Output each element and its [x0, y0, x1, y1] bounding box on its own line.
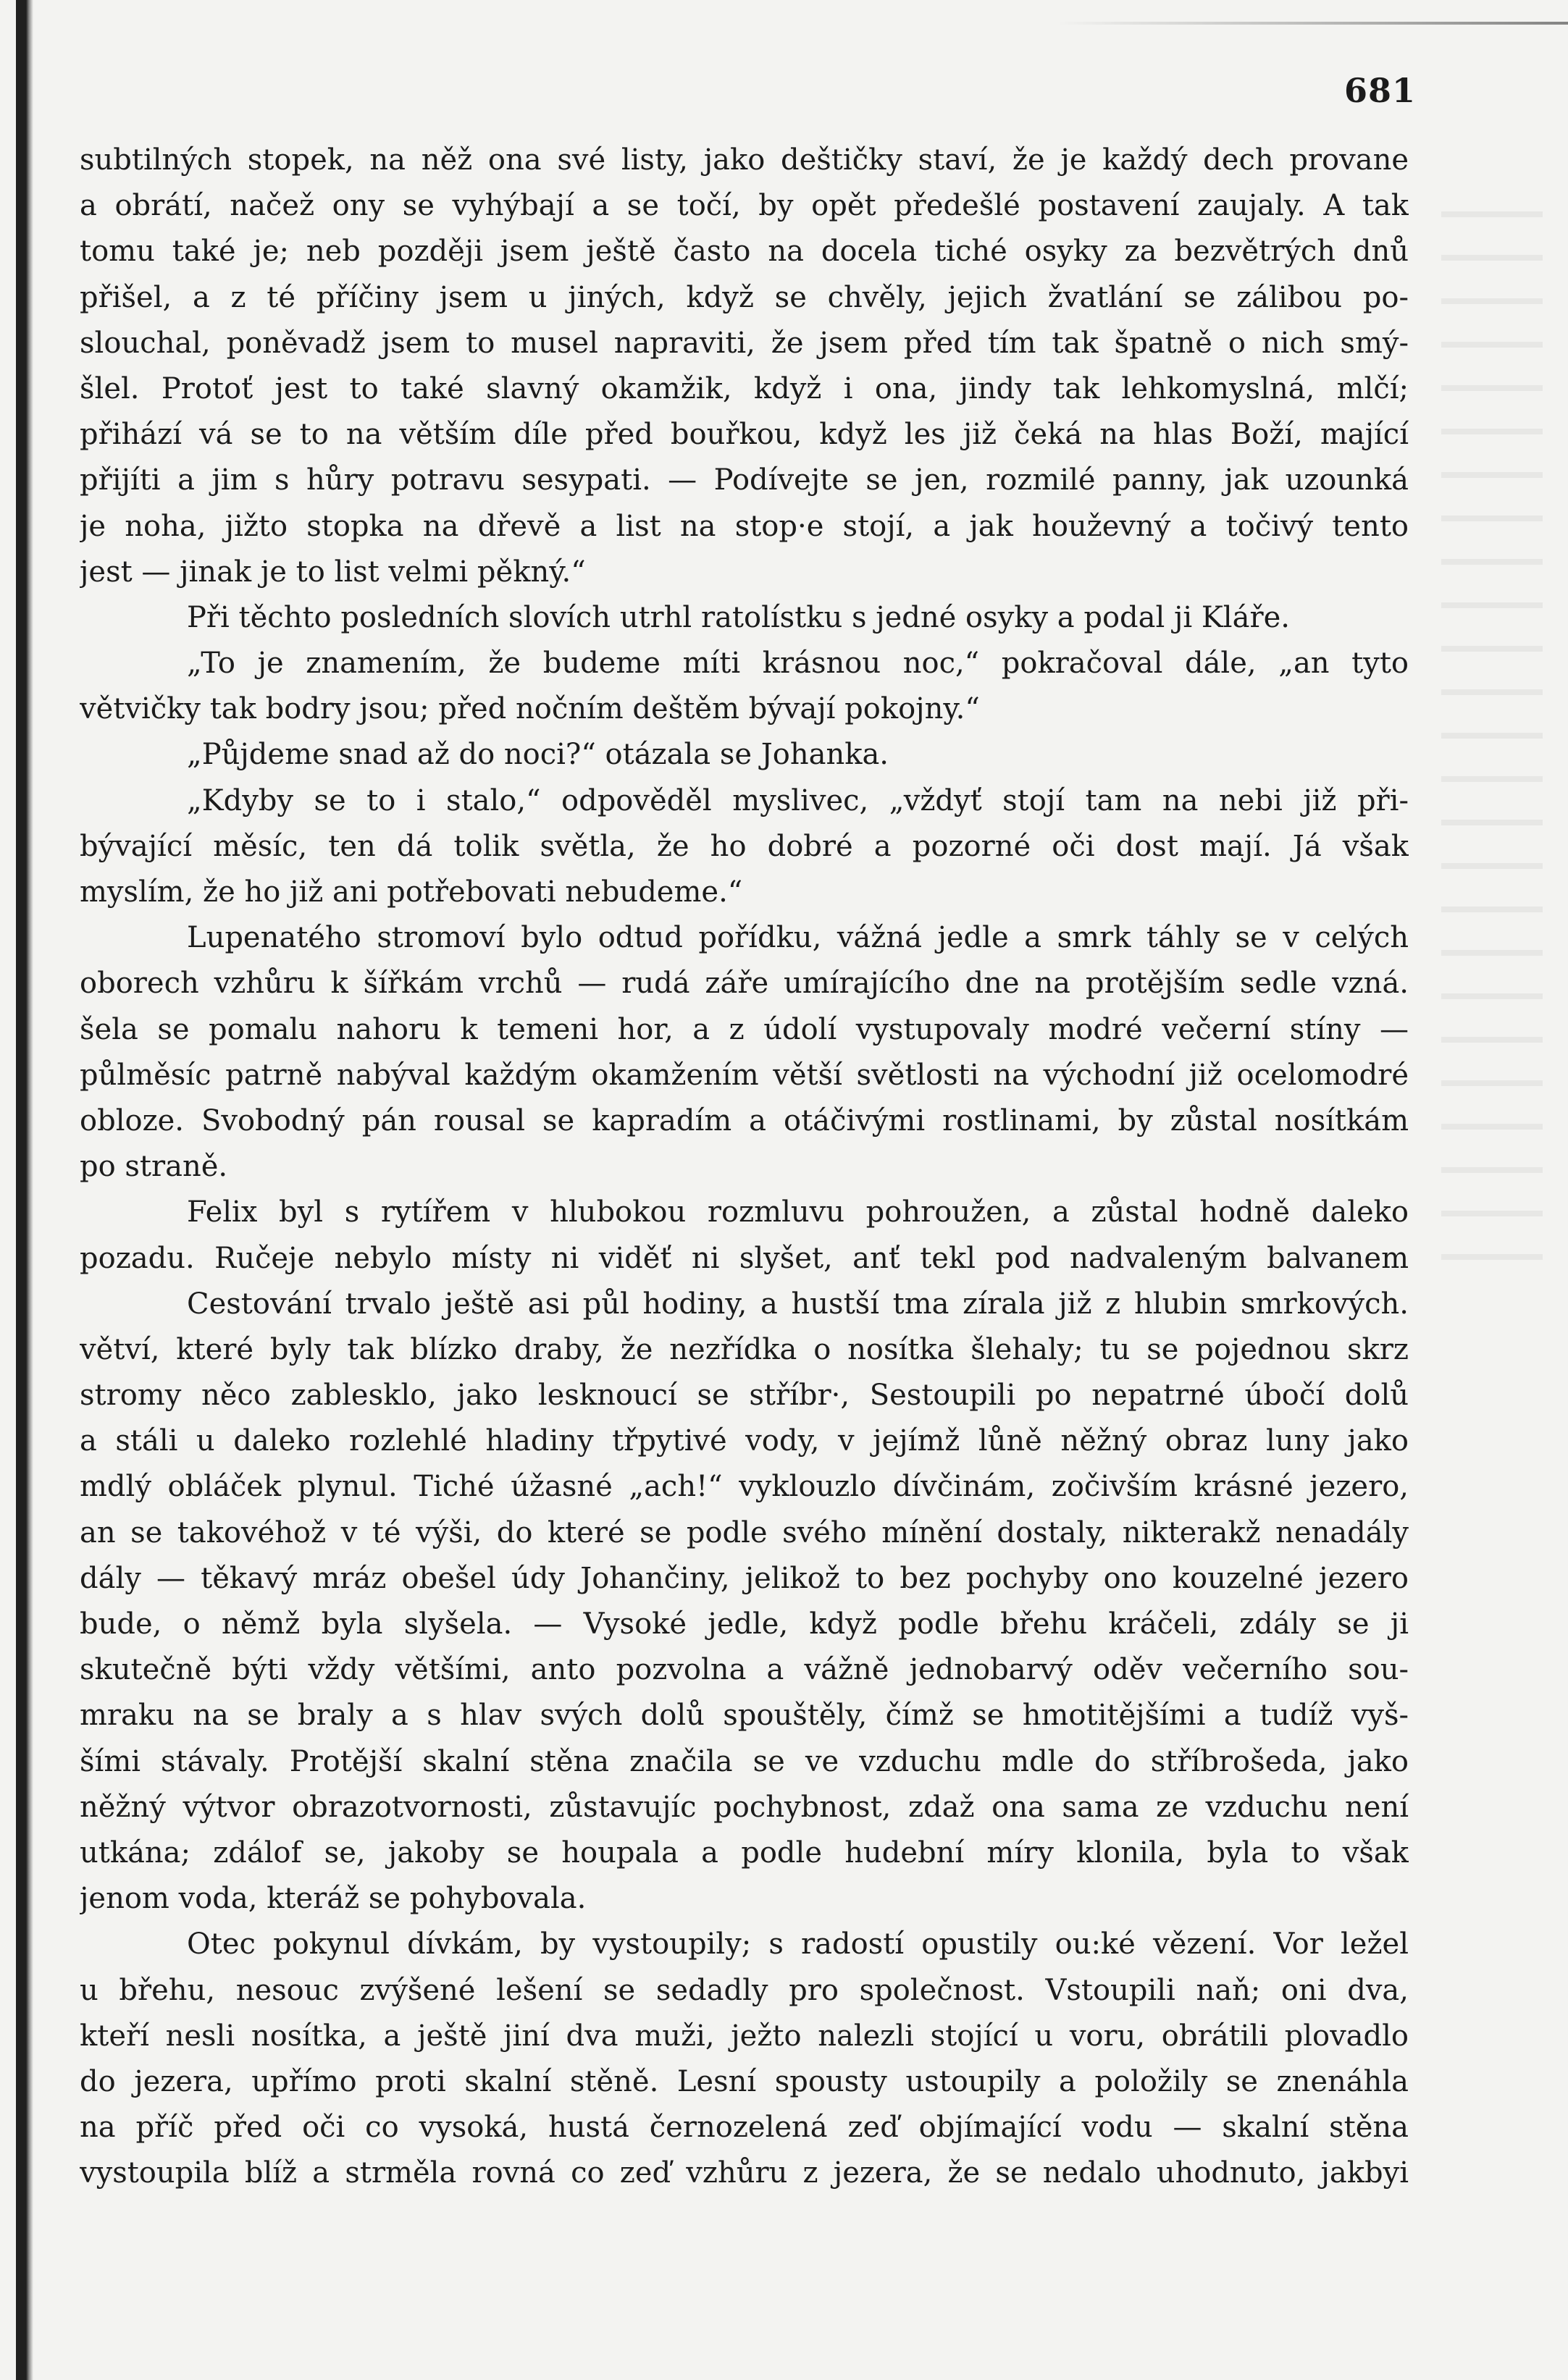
text-line: Felix byl s rytířem v hlubokou rozmluvu pohroužen, a zůstal hodně daleko [187, 1195, 1409, 1229]
text-line: skutečně býti vždy většími, anto pozvolna a vážně jednobarvý oděv večerního sou- [80, 1653, 1409, 1687]
text-line: mdlý obláček plynul. Tiché úžasné „ach!“ vyklouzlo dívčinám, zočivším krásné jezero, [80, 1470, 1409, 1504]
text-line: obloze. Svobodný pán rousal se kapradím a otáčivými rostlinami, by zůstal nosítkám [80, 1103, 1409, 1138]
text-line: stromy něco zablesklo, jako lesknoucí se stříbr·, Sestoupili po nepatrné úbočí dolů [80, 1379, 1409, 1413]
text-line: Při těchto posledních slovích utrhl ratolístku s jedné osyky a podal ji Kláře. [187, 600, 1290, 634]
text-line: oborech vzhůru k šířkám vrchů — rudá záře umírajícího dne na protějším sedle vzná. [80, 967, 1409, 1001]
text-line: u břehu, nesouc zvýšené lešení se sedadly pro společnost. Vstoupili naň; oni dva, [80, 1973, 1409, 2007]
text-line: Lupenatého stromoví bylo odtud pořídku, vážná jedle a smrk táhly se v celých [187, 921, 1409, 955]
text-line: tomu také je; neb později jsem ještě často na docela tiché osyky za bezvětrých dnů [80, 235, 1409, 269]
text-line: an se takovéhož v té výši, do které se podle svého mínění dostaly, nikterakž nenadály [80, 1515, 1409, 1549]
text-line: a obrátí, načež ony se vyhýbají a se točí, by opět předešlé postavení zaujaly. A tak [80, 189, 1409, 223]
text-line: vystoupila blíž a strměla rovná co zeď vzhůru z jezera, že se nedalo uhodnuto, jakbyi [80, 2156, 1409, 2190]
facing-page-shadow [1441, 174, 1543, 1260]
text-line: bude, o němž byla slyšela. — Vysoké jedle, když podle břehu kráčeli, zdály se ji [80, 1607, 1409, 1641]
text-line: Otec pokynul dívkám, by vystoupily; s radostí opustily ou:ké vězení. Vor ležel [187, 1927, 1409, 1961]
text-line: přišel, a z té příčiny jsem u jiných, když se chvěly, jejich žvatlání se zálibou po- [80, 280, 1409, 314]
text-line: bývající měsíc, ten dá tolik světla, že ho dobré a pozorné oči dost mají. Já však [80, 829, 1409, 863]
text-line: jenom voda, kteráž se pohybovala. [80, 1882, 587, 1916]
text-line: šela se pomalu nahoru k temeni hor, a z údolí vystupovaly modré večerní stíny — [80, 1012, 1409, 1046]
text-line: mraku na se braly a s hlav svých dolů spouštěly, čímž se hmotitějšími a tudíž vyš- [80, 1699, 1409, 1733]
text-line: „Půjdeme snad až do noci?“ otázala se Johanka. [187, 738, 889, 772]
text-line: myslím, že ho již ani potřebovati nebudeme.“ [80, 875, 743, 909]
text-line: na příč před oči co vysoká, hustá černozelená zeď objímající vodu — skalní stěna [80, 2111, 1409, 2145]
text-line: do jezera, upřímo proti skalní stěně. Lesní spousty ustoupily a položily se znenáhla [80, 2064, 1409, 2098]
text-line: šími stávaly. Protější skalní stěna značila se ve vzduchu mdle do stříbrošeda, jako [80, 1744, 1409, 1778]
text-line: přijíti a jim s hůry potravu sesypati. — Podívejte se jen, rozmilé panny, jak uzounká [80, 463, 1409, 497]
text-line: „To je znamením, že budeme míti krásnou noc,“ pokračoval dále, „an tyto [187, 647, 1409, 681]
text-line: „Kdyby se to i stalo,“ odpověděl myslivec, „vždyť stojí tam na nebi již při- [187, 783, 1409, 817]
text-line: jest — jinak je to list velmi pěkný.“ [80, 555, 586, 589]
page-number: 681 [1343, 71, 1416, 110]
text-line: něžný výtvor obrazotvornosti, zůstavujíc pochybnost, zdaž ona sama ze vzduchu není [80, 1790, 1409, 1824]
text-line: a stáli u daleko rozlehlé hladiny třpytivé vody, v jejímž lůně něžný obraz luny jako [80, 1424, 1409, 1458]
text-line: dály — těkavý mráz obešel údy Johančiny, jelikož to bez pochyby ono kouzelné jezero [80, 1561, 1409, 1595]
text-line: kteří nesli nosítka, a ještě jiní dva muži, ježto nalezli stojící u voru, obrátili plovadlo [80, 2019, 1409, 2053]
body-text [80, 138, 1409, 2196]
text-line: šlel. Protoť jest to také slavný okamžik, když i ona, jindy tak lehkomyslná, mlčí; [80, 371, 1409, 405]
text-line: půlměsíc patrně nabýval každým okamžením větší světlosti na východní již ocelomodré [80, 1058, 1409, 1092]
text-line: utkána; zdálof se, jakoby se houpala a podle hudební míry klonila, byla to však [80, 1836, 1409, 1870]
page-binding-edge [16, 0, 33, 2380]
text-line: Cestování trvalo ještě asi půl hodiny, a hustší tma zírala již z hlubin smrkových. [187, 1287, 1409, 1321]
text-line: po straně. [80, 1150, 228, 1184]
text-line: subtilných stopek, na něž ona své listy, jako deštičky staví, že je každý dech provane [80, 143, 1409, 177]
text-line: pozadu. Ručeje nebylo místy ni viděť ni slyšet, anť tekl pod nadvaleným balvanem [80, 1241, 1409, 1275]
text-line: větvičky tak bodry jsou; před nočním deštěm bývají pokojny.“ [80, 692, 980, 726]
top-rule [1057, 22, 1568, 25]
text-line: větví, které byly tak blízko draby, že nezřídka o nosítka šlehaly; tu se pojednou skrz [80, 1332, 1409, 1366]
text-line: je noha, jižto stopka na dřevě a list na stop·e stojí, a jak houževný a točivý tento [80, 509, 1409, 543]
text-line: slouchal, poněvadž jsem to musel napraviti, že jsem před tím tak špatně o nich smý- [80, 326, 1409, 360]
text-line: přihází vá se to na větším díle před bouřkou, když les již čeká na hlas Boží, mající [80, 418, 1409, 452]
